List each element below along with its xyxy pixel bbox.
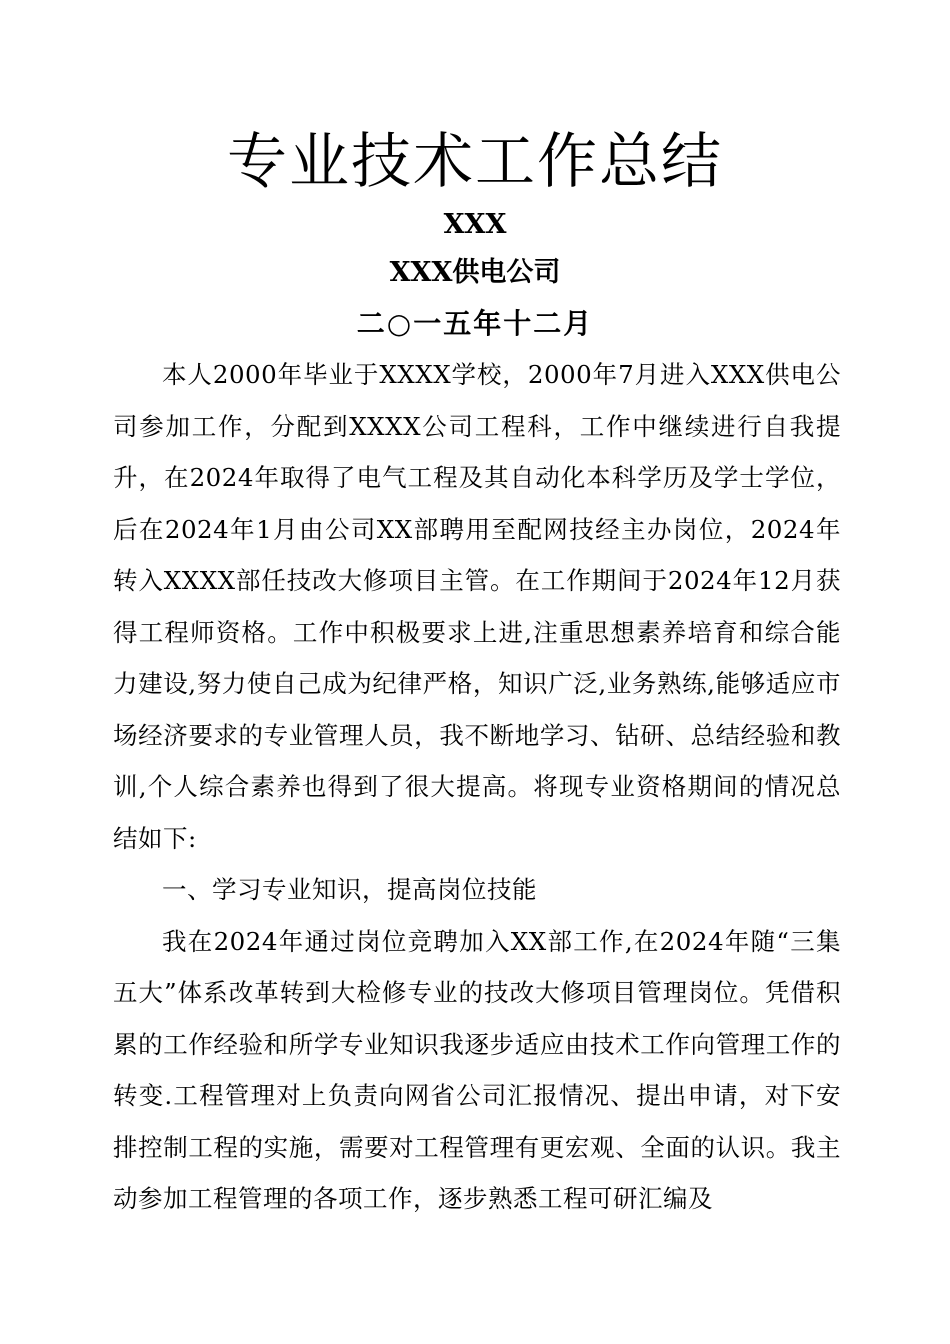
author-name: XXX [443, 209, 507, 240]
document-body [113, 349, 841, 1225]
company-name: XXX供电公司 [389, 257, 561, 288]
document-date: 二○一五年十二月 [356, 307, 594, 340]
section-heading: 一、学习专业知识，提高岗位技能 [162, 875, 537, 904]
document-title: 专业技术工作总结 [227, 127, 723, 197]
body-paragraph: 本人2000年毕业于XXXX学校，2000年7月进入XXX供电公司参加工作，分配到XXXX公司工程科，工作中继续进行自我提升，在2024年取得了电气工程及其自动化本科学历及学士学位，后在2024年1月由公司XX部聘用至配网技经主办岗位，2024年转入XXXX部任技改大修项目主管。在工作期间于2024年12月获得工程师资格。工作中积极要求上进,注重思想素养培育和综合能力建设,努力使自己成为纪律严格，知识广泛,业务熟练,能够适应市场经济要求的专业管理人员，我不断地学习、钻研、总结经验和教训,个人综合素养也得到了很大提高。将现专业资格期间的情况总结如下: [113, 360, 841, 853]
body-paragraph: 我在2024年通过岗位竞聘加入XX部工作,在2024年随“三集五大”体系改革转到大检修专业的技改大修项目管理岗位。凭借积累的工作经验和所学专业知识我逐步适应由技术工作向管理工作的转变.工程管理对上负责向网省公司汇报情况、提出申请，对下安排控制工程的实施，需要对工程管理有更宏观、全面的认识。我主动参加工程管理的各项工作，逐步熟悉工程可研汇编及 [113, 926, 841, 1213]
